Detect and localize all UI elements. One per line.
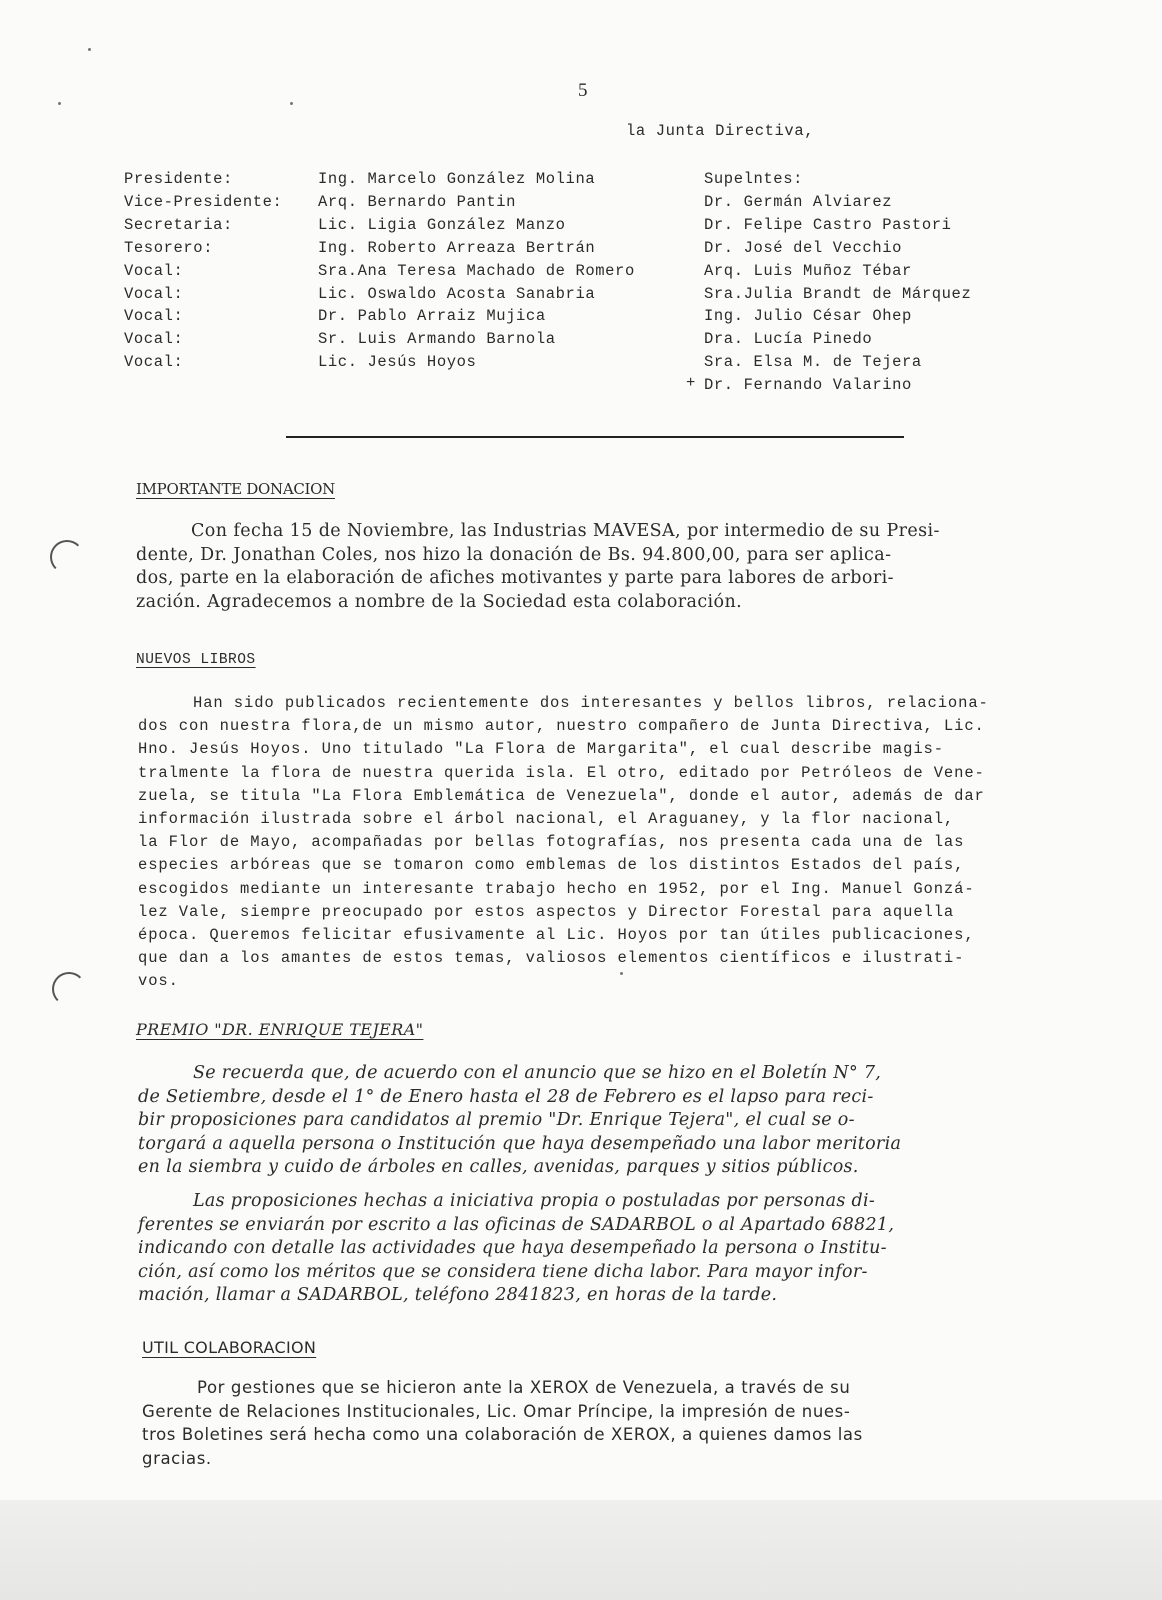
board-role: Presidente: (124, 170, 233, 188)
board-member: Ing. Roberto Arreaza Bertrán (318, 238, 596, 257)
substitute-member: Dr. Fernando Valarino (704, 376, 912, 395)
paragraph-line: en la siembra y cuido de árboles en calles, avenidas, parques y sitios públicos. (138, 1157, 859, 1177)
substitute-member: Dr. Felipe Castro Pastori (704, 215, 952, 234)
substitute-member: Dr. Germán Alviarez (704, 192, 893, 211)
paragraph-line: gracias. (142, 1448, 212, 1468)
page-bottom-edge (0, 1500, 1162, 1600)
heading-libros: NUEVOS LIBROS (136, 652, 256, 668)
paragraph-line: dos, parte en la elaboración de afiches motivantes y parte para labores de arbori- (136, 568, 894, 588)
paragraph-line: Las proposiciones hechas a iniciativa propia o postuladas por personas di- (193, 1191, 876, 1211)
paragraph-line: zuela, se titula "La Flora Emblemática de Venezuela", donde el autor, además de dar (138, 786, 985, 805)
page-number: 5 (578, 80, 588, 101)
paragraph-line: dos con nuestra flora,de un mismo autor, nuestro compañero de Junta Directiva, Lic. (138, 717, 985, 736)
paragraph-premio-2 (138, 1190, 894, 1308)
paragraph-libros (138, 692, 1078, 994)
paragraph-line: información ilustrada sobre el árbol nacional, el Araguaney, y la flor nacional, (138, 810, 955, 829)
board-names (318, 168, 635, 374)
board-member: Arq. Bernardo Pantin (318, 192, 517, 211)
paragraph-line: de Setiembre, desde el 1° de Enero hasta el 28 de Febrero es el lapso para reci- (138, 1086, 874, 1107)
paragraph-line: dente, Dr. Jonathan Coles, nos hizo la donación de Bs. 94.800,00, para ser aplica- (136, 544, 892, 565)
paragraph-line: tralmente la flora de nuestra querida isla. El otro, editado por Petróleos de Vene- (138, 763, 985, 782)
board-member: Lic. Ligia González Manzo (318, 215, 566, 234)
board-member: Sr. Luis Armando Barnola (318, 330, 556, 349)
board-role: Vocal: (124, 261, 184, 280)
substitute-member: Ing. Julio César Ohep (704, 307, 912, 326)
paragraph-line: torgará a aquella persona o Institución que haya desempeñado una labor meritoria (138, 1133, 902, 1154)
punch-hole (50, 540, 84, 574)
paragraph-line: Han sido publicados recientemente dos interesantes y bellos libros, relaciona- (193, 694, 989, 712)
board-role: Vocal: (124, 353, 184, 372)
intro-line: la Junta Directiva, (626, 122, 815, 140)
paragraph-line: vos. (138, 972, 179, 991)
paragraph-line: que dan a los amantes de estos temas, valiosos elementos científicos e ilustrati- (138, 949, 965, 968)
heading-colaboracion: UTIL COLABORACION (142, 1338, 317, 1357)
paragraph-line: Hno. Jesús Hoyos. Uno titulado "La Flora de Margarita", el cual describe magis- (138, 740, 944, 759)
paragraph-line: Se recuerda que, de acuerdo con el anuncio que se hizo en el Boletín N° 7, (193, 1063, 882, 1083)
board-role: Tesorero: (124, 238, 214, 257)
paper-speck (58, 102, 61, 105)
paragraph-line: Con fecha 15 de Noviembre, las Industrias MAVESA, por intermedio de su Presi- (191, 521, 940, 541)
board-role: Vocal: (124, 307, 184, 326)
paragraph-line: época. Queremos felicitar efusivamente al Lic. Hoyos por tan útiles publicaciones, (138, 926, 975, 945)
paragraph-premio-1 (138, 1062, 901, 1180)
substitute-member: Dr. José del Vecchio (704, 238, 903, 257)
paper-speck (290, 102, 293, 105)
board-member: Dr. Pablo Arraiz Mujica (318, 307, 546, 326)
board-member: Lic. Jesús Hoyos (318, 353, 477, 372)
board-role: Secretaria: (124, 215, 233, 234)
board-substitutes (704, 168, 971, 397)
paragraph-line: zación. Agradecemos a nombre de la Sociedad esta colaboración. (136, 591, 743, 612)
board-role: Vice-Presidente: (124, 192, 283, 211)
board-roles (124, 168, 282, 374)
board-role: Vocal: (124, 284, 184, 303)
paragraph-line: Por gestiones que se hicieron ante la XEROX de Venezuela, a través de su (197, 1378, 851, 1397)
substitute-member: Arq. Luis Muñoz Tébar (704, 261, 912, 280)
heading-premio: PREMIO "DR. ENRIQUE TEJERA" (136, 1020, 424, 1039)
paragraph-line: bir proposiciones para candidatos al premio "Dr. Enrique Tejera", el cual se o- (138, 1110, 855, 1130)
paragraph-donacion (136, 520, 1076, 614)
paragraph-line: ción, así como los méritos que se considera tiene dicha labor. Para mayor infor- (138, 1261, 868, 1282)
paragraph-line: mación, llamar a SADARBOL, teléfono 2841823, en horas de la tarde. (138, 1285, 778, 1305)
section-divider (286, 436, 904, 438)
deceased-mark: + (686, 374, 696, 392)
heading-donacion: IMPORTANTE DONACION (136, 480, 335, 498)
substitutes-title: Supelntes: (704, 170, 804, 188)
paragraph-line: Gerente de Relaciones Institucionales, Lic. Omar Príncipe, la impresión de nues- (142, 1401, 851, 1421)
paragraph-line: la Flor de Mayo, acompañadas por bellas fotografías, nos presenta cada una de las (138, 833, 965, 852)
substitute-member: Dra. Lucía Pinedo (704, 330, 873, 349)
substitute-member: Sra.Julia Brandt de Márquez (704, 284, 972, 303)
paper-speck (88, 48, 91, 51)
board-member: Lic. Oswaldo Acosta Sanabria (318, 284, 596, 303)
board-member: Sra.Ana Teresa Machado de Romero (318, 261, 635, 280)
board-role: Vocal: (124, 330, 184, 349)
substitute-member: Sra. Elsa M. de Tejera (704, 353, 922, 372)
paragraph-line: especies arbóreas que se tomaron como emblemas de los distintos Estados del país, (138, 856, 965, 875)
paragraph-line: indicando con detalle las actividades que haya desempeñado la persona o Institu- (138, 1238, 887, 1258)
punch-hole (52, 972, 86, 1006)
board-member: Ing. Marcelo González Molina (318, 170, 596, 188)
paragraph-line: escogidos mediante un interesante trabajo hecho en 1952, por el Ing. Manuel Gonzá- (138, 879, 975, 898)
paragraph-line: ferentes se enviarán por escrito a las oficinas de SADARBOL o al Apartado 68821, (138, 1214, 895, 1235)
paragraph-colaboracion (142, 1376, 863, 1470)
paragraph-line: tros Boletines será hecha como una colaboración de XEROX, a quienes damos las (142, 1425, 863, 1444)
paragraph-line: lez Vale, siempre preocupado por estos aspectos y Director Forestal para aquella (138, 902, 955, 921)
